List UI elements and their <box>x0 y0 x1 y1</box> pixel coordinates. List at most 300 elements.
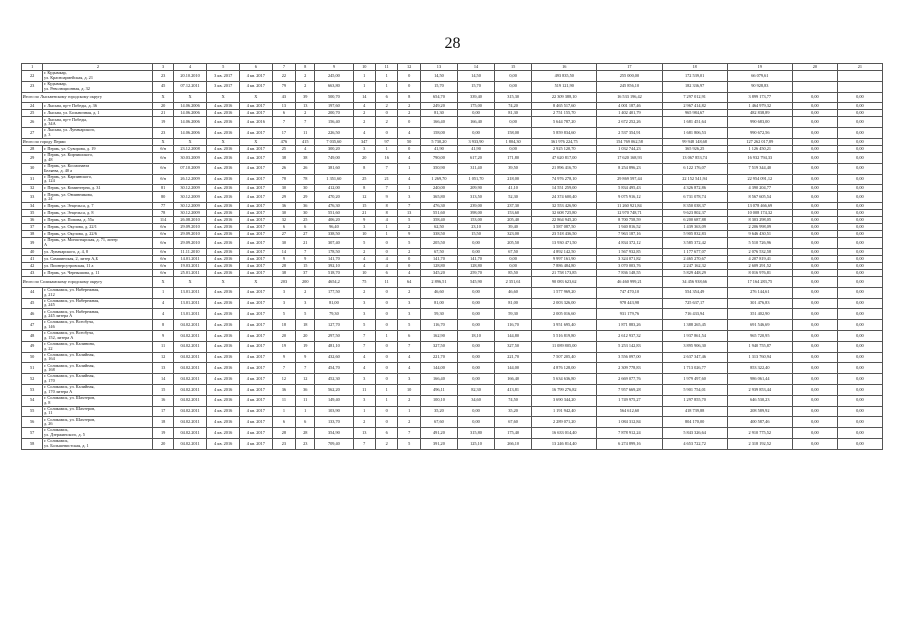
table-cell: 4 <box>153 298 173 309</box>
table-cell: 4 кв. 2016 <box>207 320 240 331</box>
register-table <box>21 63 883 450</box>
table-cell: 345,20 <box>420 269 457 276</box>
table-cell: 1 681 806,53 <box>662 128 727 139</box>
table-cell: 0,00 <box>457 352 494 363</box>
address-cell: г. Соликамск, ул. Дзержинского, д. 5 <box>43 428 153 439</box>
table-cell: 17 620 168,93 <box>597 152 662 163</box>
table-cell: 0,00 <box>837 320 882 331</box>
table-cell: 654,70 <box>420 92 457 103</box>
table-cell: 30 <box>272 210 296 217</box>
table-cell: 0,00 <box>792 248 837 255</box>
table-cell: 36 <box>272 203 296 210</box>
table-cell: 0,00 <box>837 145 882 152</box>
table-cell: 413,81 <box>495 384 532 395</box>
table-cell: 39,40 <box>495 224 532 231</box>
register-table-body <box>22 64 883 450</box>
row-number-cell: 36 <box>22 217 43 224</box>
table-cell: 9 <box>272 352 296 363</box>
table-row <box>22 110 883 117</box>
table-cell: 16 <box>153 395 173 406</box>
table-cell: 5 <box>398 438 420 449</box>
table-cell: X <box>240 138 273 145</box>
table-cell: 197,60 <box>315 103 353 110</box>
table-cell: 239,00 <box>457 203 494 210</box>
table-cell: 551,60 <box>315 210 353 217</box>
row-number-cell: 58 <box>22 438 43 449</box>
table-cell: 554 354,49 <box>662 287 727 298</box>
table-cell: 4 кв. 2017 <box>240 287 273 298</box>
table-cell: 4 кв. 2017 <box>240 81 273 92</box>
column-number-cell: 5 <box>207 64 240 71</box>
table-cell: 276 144,61 <box>727 287 792 298</box>
address-cell: г. Соликамск, ул. Калийная, д. 168 <box>43 363 153 374</box>
table-cell: 965 984,67 <box>662 110 727 117</box>
table-cell: 4 326 872,86 <box>662 185 727 192</box>
row-number-cell: 48 <box>22 330 43 341</box>
table-cell: 0,00 <box>792 287 837 298</box>
table-cell: X <box>240 276 273 287</box>
table-cell: 0 <box>398 71 420 82</box>
address-cell: ул. Луначарского, д. 4, 8 <box>43 248 153 255</box>
table-cell: 1 439 363,09 <box>662 224 727 231</box>
table-cell: 3 <box>296 298 315 309</box>
table-cell: 12 <box>296 374 315 385</box>
table-cell: 203 <box>272 276 296 287</box>
table-cell: 4 кв. 2016 <box>207 248 240 255</box>
table-cell: 0,00 <box>837 269 882 276</box>
table-cell: 1 <box>398 406 420 417</box>
table-cell: 7 <box>353 341 375 352</box>
table-cell: 4 кв. 2016 <box>207 163 240 174</box>
table-cell: 0,00 <box>792 262 837 269</box>
table-cell: 0,00 <box>837 363 882 374</box>
table-cell: 725 637,17 <box>662 298 727 309</box>
table-cell: 19 <box>272 341 296 352</box>
table-cell: 7 836 148,55 <box>597 269 662 276</box>
table-cell: 209,90 <box>457 185 494 192</box>
row-number-cell: 35 <box>22 210 43 217</box>
address-cell: г. Соликамск, ул. Большевистская, д. 1 <box>43 438 153 449</box>
table-cell: 22 309 388,10 <box>532 92 597 103</box>
table-cell: 4 кв. 2016 <box>207 185 240 192</box>
table-cell: 3 <box>398 298 420 309</box>
table-cell: 716 433,94 <box>662 309 727 320</box>
table-cell: 75 <box>353 276 375 287</box>
table-cell: 7 <box>296 248 315 255</box>
table-cell: 128,80 <box>420 262 457 269</box>
table-cell: 154 769 062,58 <box>597 138 662 145</box>
address-cell: г. Соликамск, ул. Шахтеров, д. 8 <box>43 395 153 406</box>
table-cell: 4 кв. 2016 <box>207 428 240 439</box>
table-cell: 0,00 <box>837 298 882 309</box>
table-cell: 22 152 541,94 <box>662 174 727 185</box>
table-cell: 35,20 <box>420 406 457 417</box>
table-cell: 4 кв. 2017 <box>240 255 273 262</box>
table-cell: 0,00 <box>837 330 882 341</box>
table-cell: 0,00 <box>495 71 532 82</box>
table-cell: 4 кв. 2016 <box>207 374 240 385</box>
table-cell: 4 кв. 2017 <box>240 217 273 224</box>
table-row <box>22 145 883 152</box>
table-cell: 23,10 <box>457 224 494 231</box>
table-cell: 6 <box>296 224 315 231</box>
table-cell: 381,60 <box>315 163 353 174</box>
table-cell: 67,50 <box>420 248 457 255</box>
table-row <box>22 330 883 341</box>
table-cell: 103,90 <box>315 406 353 417</box>
table-cell: б/н <box>153 152 173 163</box>
table-cell: 4 кв. 2017 <box>240 363 273 374</box>
table-cell: 562,20 <box>315 384 353 395</box>
column-number-cell: 9 <box>315 64 353 71</box>
table-cell: 04.02.2011 <box>173 395 207 406</box>
table-cell: 15,70 <box>457 81 494 92</box>
table-cell: 804 170,00 <box>662 417 727 428</box>
table-cell: 30 <box>272 185 296 192</box>
table-cell: 0 <box>375 298 397 309</box>
table-cell: 04.02.2011 <box>173 384 207 395</box>
row-number-cell: 26 <box>22 117 43 128</box>
table-cell: 0,00 <box>837 406 882 417</box>
table-cell: 4 207 819,41 <box>727 255 792 262</box>
table-cell: 4 кв. 2017 <box>240 269 273 276</box>
row-number-cell: 45 <box>22 298 43 309</box>
table-row <box>22 238 883 249</box>
table-cell: 29.09.2010 <box>173 224 207 231</box>
table-cell: 0,00 <box>837 117 882 128</box>
table-cell: 200,70 <box>315 110 353 117</box>
table-cell: 0,00 <box>792 231 837 238</box>
row-number-cell: 56 <box>22 417 43 428</box>
table-cell: 13 <box>353 428 375 439</box>
table-cell: 4 <box>353 255 375 262</box>
table-cell: 4 кв. 2017 <box>240 352 273 363</box>
table-cell: 29 <box>272 192 296 203</box>
table-cell: 2 <box>398 224 420 231</box>
table-cell: 0,00 <box>792 309 837 320</box>
table-cell: 0,00 <box>837 238 882 249</box>
table-cell: 9 997 161,90 <box>532 255 597 262</box>
table-cell: 249,20 <box>420 103 457 110</box>
table-cell: 14 <box>272 248 296 255</box>
table-cell: 0,00 <box>792 185 837 192</box>
table-cell: 0,00 <box>457 248 494 255</box>
table-cell: 04.02.2011 <box>173 417 207 428</box>
table-cell: 3 <box>353 309 375 320</box>
table-cell: 11 260 921,84 <box>597 203 662 210</box>
table-row <box>22 117 883 128</box>
address-cell: г. Пермь, ул. Энцельса, д. 8 <box>43 210 153 217</box>
table-cell: 18,10 <box>457 330 494 341</box>
table-cell: 141,70 <box>420 255 457 262</box>
table-cell: 18 <box>153 417 173 428</box>
table-cell: 0,00 <box>792 152 837 163</box>
table-cell: 4 кв. 2016 <box>207 330 240 341</box>
table-cell: 8 303 298,05 <box>727 217 792 224</box>
table-cell: 4 кв. 2016 <box>207 238 240 249</box>
table-cell: 1 126 450,21 <box>727 145 792 152</box>
table-cell: 0,00 <box>837 341 882 352</box>
table-cell: X <box>207 138 240 145</box>
table-cell: 7 <box>296 117 315 128</box>
table-cell: 327,50 <box>495 341 532 352</box>
table-cell: 323,00 <box>495 231 532 238</box>
table-cell: 0,00 <box>792 352 837 363</box>
table-cell: 1 <box>375 395 397 406</box>
table-row <box>22 248 883 255</box>
table-cell: 04.02.2011 <box>173 428 207 439</box>
table-cell: б/н <box>153 145 173 152</box>
table-cell: 2 910 775,52 <box>727 428 792 439</box>
table-cell: 0,00 <box>792 238 837 249</box>
table-cell: 4 кв. 2016 <box>207 384 240 395</box>
table-row <box>22 152 883 163</box>
table-cell: 4 кв. 2017 <box>240 103 273 110</box>
table-cell: 2 <box>398 103 420 110</box>
table-cell: 245 856,10 <box>597 81 662 92</box>
table-cell: 15 <box>353 203 375 210</box>
table-cell: 14 <box>353 92 375 103</box>
table-cell: 406,20 <box>315 217 353 224</box>
table-cell: 551,60 <box>420 210 457 217</box>
table-cell: 4 кв. 2017 <box>240 330 273 341</box>
table-cell: 0,00 <box>792 210 837 217</box>
table-cell: 3 <box>398 374 420 385</box>
table-cell: 14.06.2006 <box>173 103 207 110</box>
row-number-cell: 34 <box>22 203 43 210</box>
table-cell: 205,50 <box>420 238 457 249</box>
address-cell: г. Пермь, ул. Окулова, д. 22/1 <box>43 224 153 231</box>
table-cell: 11 <box>353 384 375 395</box>
table-cell: 11 089 805,00 <box>532 341 597 352</box>
table-cell: 0,00 <box>837 210 882 217</box>
table-cell: 79 <box>272 81 296 92</box>
table-cell: 0,00 <box>457 320 494 331</box>
table-cell: 1 051,70 <box>457 174 494 185</box>
table-cell: X <box>240 92 273 103</box>
table-cell: 0,00 <box>457 341 494 352</box>
table-cell: 22 <box>272 71 296 82</box>
table-cell: 14 <box>153 374 173 385</box>
table-cell: 4 кв. 2016 <box>207 128 240 139</box>
table-cell: 8 <box>375 210 397 217</box>
table-cell: 7 <box>272 117 296 128</box>
table-cell: 29.09.2010 <box>173 231 207 238</box>
table-cell: 1 464 979,32 <box>727 103 792 110</box>
row-number-cell: 40 <box>22 248 43 255</box>
column-number-cell: 2 <box>43 64 153 71</box>
table-cell: 32 <box>272 217 296 224</box>
table-row <box>22 255 883 262</box>
table-cell: 74 976 278,10 <box>532 174 597 185</box>
table-cell: 4 892 142,50 <box>532 248 597 255</box>
table-cell: 59,30 <box>495 309 532 320</box>
table-cell: 0,00 <box>457 374 494 385</box>
table-cell: 114 <box>153 217 173 224</box>
table-cell: 2 672 252,26 <box>597 117 662 128</box>
table-cell: 144,00 <box>495 363 532 374</box>
address-cell: г. Лысьва, ул. Больничная, д. 1 <box>43 110 153 117</box>
table-cell: 1 577 969,20 <box>532 287 597 298</box>
table-cell: 7 957 669,28 <box>597 384 662 395</box>
table-cell: 0,00 <box>837 103 882 110</box>
table-row <box>22 203 883 210</box>
table-cell: 1 <box>353 81 375 92</box>
table-cell: 67,60 <box>495 417 532 428</box>
table-cell: 2 939 853,44 <box>727 384 792 395</box>
table-cell: 4 кв. 2016 <box>207 352 240 363</box>
table-cell: 2 896,51 <box>420 276 457 287</box>
table-cell: 1 871 883,26 <box>597 320 662 331</box>
table-cell: 617,20 <box>457 152 494 163</box>
table-cell: 7 519 344,40 <box>727 163 792 174</box>
table-cell: 481,10 <box>315 341 353 352</box>
table-cell: 100,10 <box>420 395 457 406</box>
table-cell: 10 <box>353 269 375 276</box>
table-cell: 4 кв. 2016 <box>207 395 240 406</box>
table-cell: 25 <box>296 217 315 224</box>
table-cell: 0,00 <box>837 128 882 139</box>
table-cell: 3 <box>398 309 420 320</box>
table-cell: 0,00 <box>792 395 837 406</box>
row-number-cell: 30 <box>22 163 43 174</box>
table-cell: 0 <box>375 320 397 331</box>
table-cell: 04.02.2011 <box>173 352 207 363</box>
table-cell: 67,60 <box>420 417 457 428</box>
row-number-cell: 32 <box>22 185 43 192</box>
table-row <box>22 269 883 276</box>
table-cell: 11 <box>296 395 315 406</box>
table-cell: 2 <box>296 110 315 117</box>
table-cell: 21 758 173,85 <box>532 269 597 276</box>
table-cell: 2 925 120,70 <box>532 145 597 152</box>
table-cell: 30 <box>296 210 315 217</box>
table-cell: 141,70 <box>457 255 494 262</box>
table-cell: 663,80 <box>315 81 353 92</box>
table-cell: 255 000,00 <box>597 71 662 82</box>
table-cell: 4 кв. 2016 <box>207 438 240 449</box>
table-cell: 11 <box>296 128 315 139</box>
table-cell: 3 324 071,82 <box>597 255 662 262</box>
row-number-cell: 28 <box>22 145 43 152</box>
table-cell: 16 <box>375 152 397 163</box>
table-cell: 23 <box>153 71 173 82</box>
table-cell: 965 720,95 <box>727 330 792 341</box>
table-cell: 0 <box>398 81 420 92</box>
table-cell: 5 <box>353 320 375 331</box>
table-row <box>22 374 883 385</box>
table-cell: 81,30 <box>495 110 532 117</box>
table-cell: 2 751 155,70 <box>532 110 597 117</box>
table-cell: 90 928,83 <box>727 81 792 92</box>
table-cell: 9 <box>353 217 375 224</box>
table-cell: 20 <box>153 103 173 110</box>
table-cell: 28 <box>272 262 296 269</box>
table-cell: 4 кв. 2017 <box>240 203 273 210</box>
table-cell: 307,40 <box>315 238 353 249</box>
table-cell: 5 634 636,80 <box>532 374 597 385</box>
table-cell: 8 <box>353 163 375 174</box>
table-cell: X <box>173 92 207 103</box>
table-cell: 709,40 <box>315 438 353 449</box>
table-cell: 0,00 <box>792 163 837 174</box>
table-cell: 5 730,20 <box>420 138 457 145</box>
table-cell: 4 кв. 2017 <box>240 128 273 139</box>
table-cell: 178,50 <box>315 248 353 255</box>
table-cell: 1 713 026,77 <box>662 363 727 374</box>
column-number-cell: 7 <box>272 64 296 71</box>
table-cell: 0,00 <box>495 255 532 262</box>
table-cell: 21 <box>296 238 315 249</box>
table-cell: 12 970 748,71 <box>597 210 662 217</box>
table-cell: 339,40 <box>457 92 494 103</box>
table-cell: 311,40 <box>457 163 494 174</box>
table-cell: б/н <box>153 231 173 238</box>
table-cell: 297,50 <box>315 330 353 341</box>
address-cell: г. Лысьва, пр-т Победы, д. 34А <box>43 117 153 128</box>
table-cell: 0 <box>375 417 397 428</box>
table-cell: 0 <box>398 255 420 262</box>
table-cell: 1 <box>353 71 375 82</box>
column-number-cell: 21 <box>837 64 882 71</box>
table-cell: 7 886 484,80 <box>532 262 597 269</box>
table-cell: 20 <box>153 438 173 449</box>
table-cell: 0,00 <box>792 374 837 385</box>
table-cell: 4 001 187,46 <box>597 103 662 110</box>
table-cell: 747 470,10 <box>597 287 662 298</box>
table-cell: 4 кв. 2016 <box>207 210 240 217</box>
table-cell: 04.02.2011 <box>173 320 207 331</box>
row-number-cell: 42 <box>22 262 43 269</box>
table-cell: 5 <box>272 309 296 320</box>
row-number-cell: 22 <box>22 71 43 82</box>
table-cell: 0,00 <box>792 269 837 276</box>
table-cell: 1 313 760,94 <box>727 352 792 363</box>
table-cell: 9 646 430,51 <box>727 231 792 238</box>
table-cell: 0 <box>375 238 397 249</box>
address-cell: г. Пермь, ул. Космонавта Беляева, д. 40 а <box>43 163 153 174</box>
table-cell: 0,00 <box>792 320 837 331</box>
table-cell: 0,00 <box>837 255 882 262</box>
address-cell: г. Пермь, ул. Энцельса, д. 7 <box>43 203 153 210</box>
table-cell: 13.01.2011 <box>173 287 207 298</box>
table-cell: 17 164 283,75 <box>727 276 792 287</box>
table-cell: 1 191 942,40 <box>532 406 597 417</box>
table-cell: 8 254 896,23 <box>597 163 662 174</box>
table-cell: 1 <box>375 145 397 152</box>
row-number-cell: 38 <box>22 231 43 238</box>
table-cell: 6 <box>398 330 420 341</box>
table-cell <box>837 81 882 92</box>
table-row <box>22 309 883 320</box>
table-cell: 3 951 695,40 <box>532 320 597 331</box>
table-cell: 177,50 <box>315 287 353 298</box>
table-cell: 04.02.2011 <box>173 341 207 352</box>
table-cell: 4 кв. 2016 <box>207 217 240 224</box>
table-cell: 4 <box>353 363 375 374</box>
table-cell: 4 кв. 2017 <box>240 152 273 163</box>
table-cell: 0,00 <box>837 287 882 298</box>
column-number-cell: 14 <box>457 64 494 71</box>
table-cell: 4 <box>153 309 173 320</box>
subtotal-row <box>22 92 883 103</box>
table-cell: 5 644 787,20 <box>532 117 597 128</box>
table-cell: 07.12.2011 <box>173 81 207 92</box>
table-cell: 04.02.2011 <box>173 330 207 341</box>
table-cell: 0,00 <box>837 374 882 385</box>
table-cell: 26 <box>296 163 315 174</box>
table-cell: 16 533 196,42 <box>597 92 662 103</box>
